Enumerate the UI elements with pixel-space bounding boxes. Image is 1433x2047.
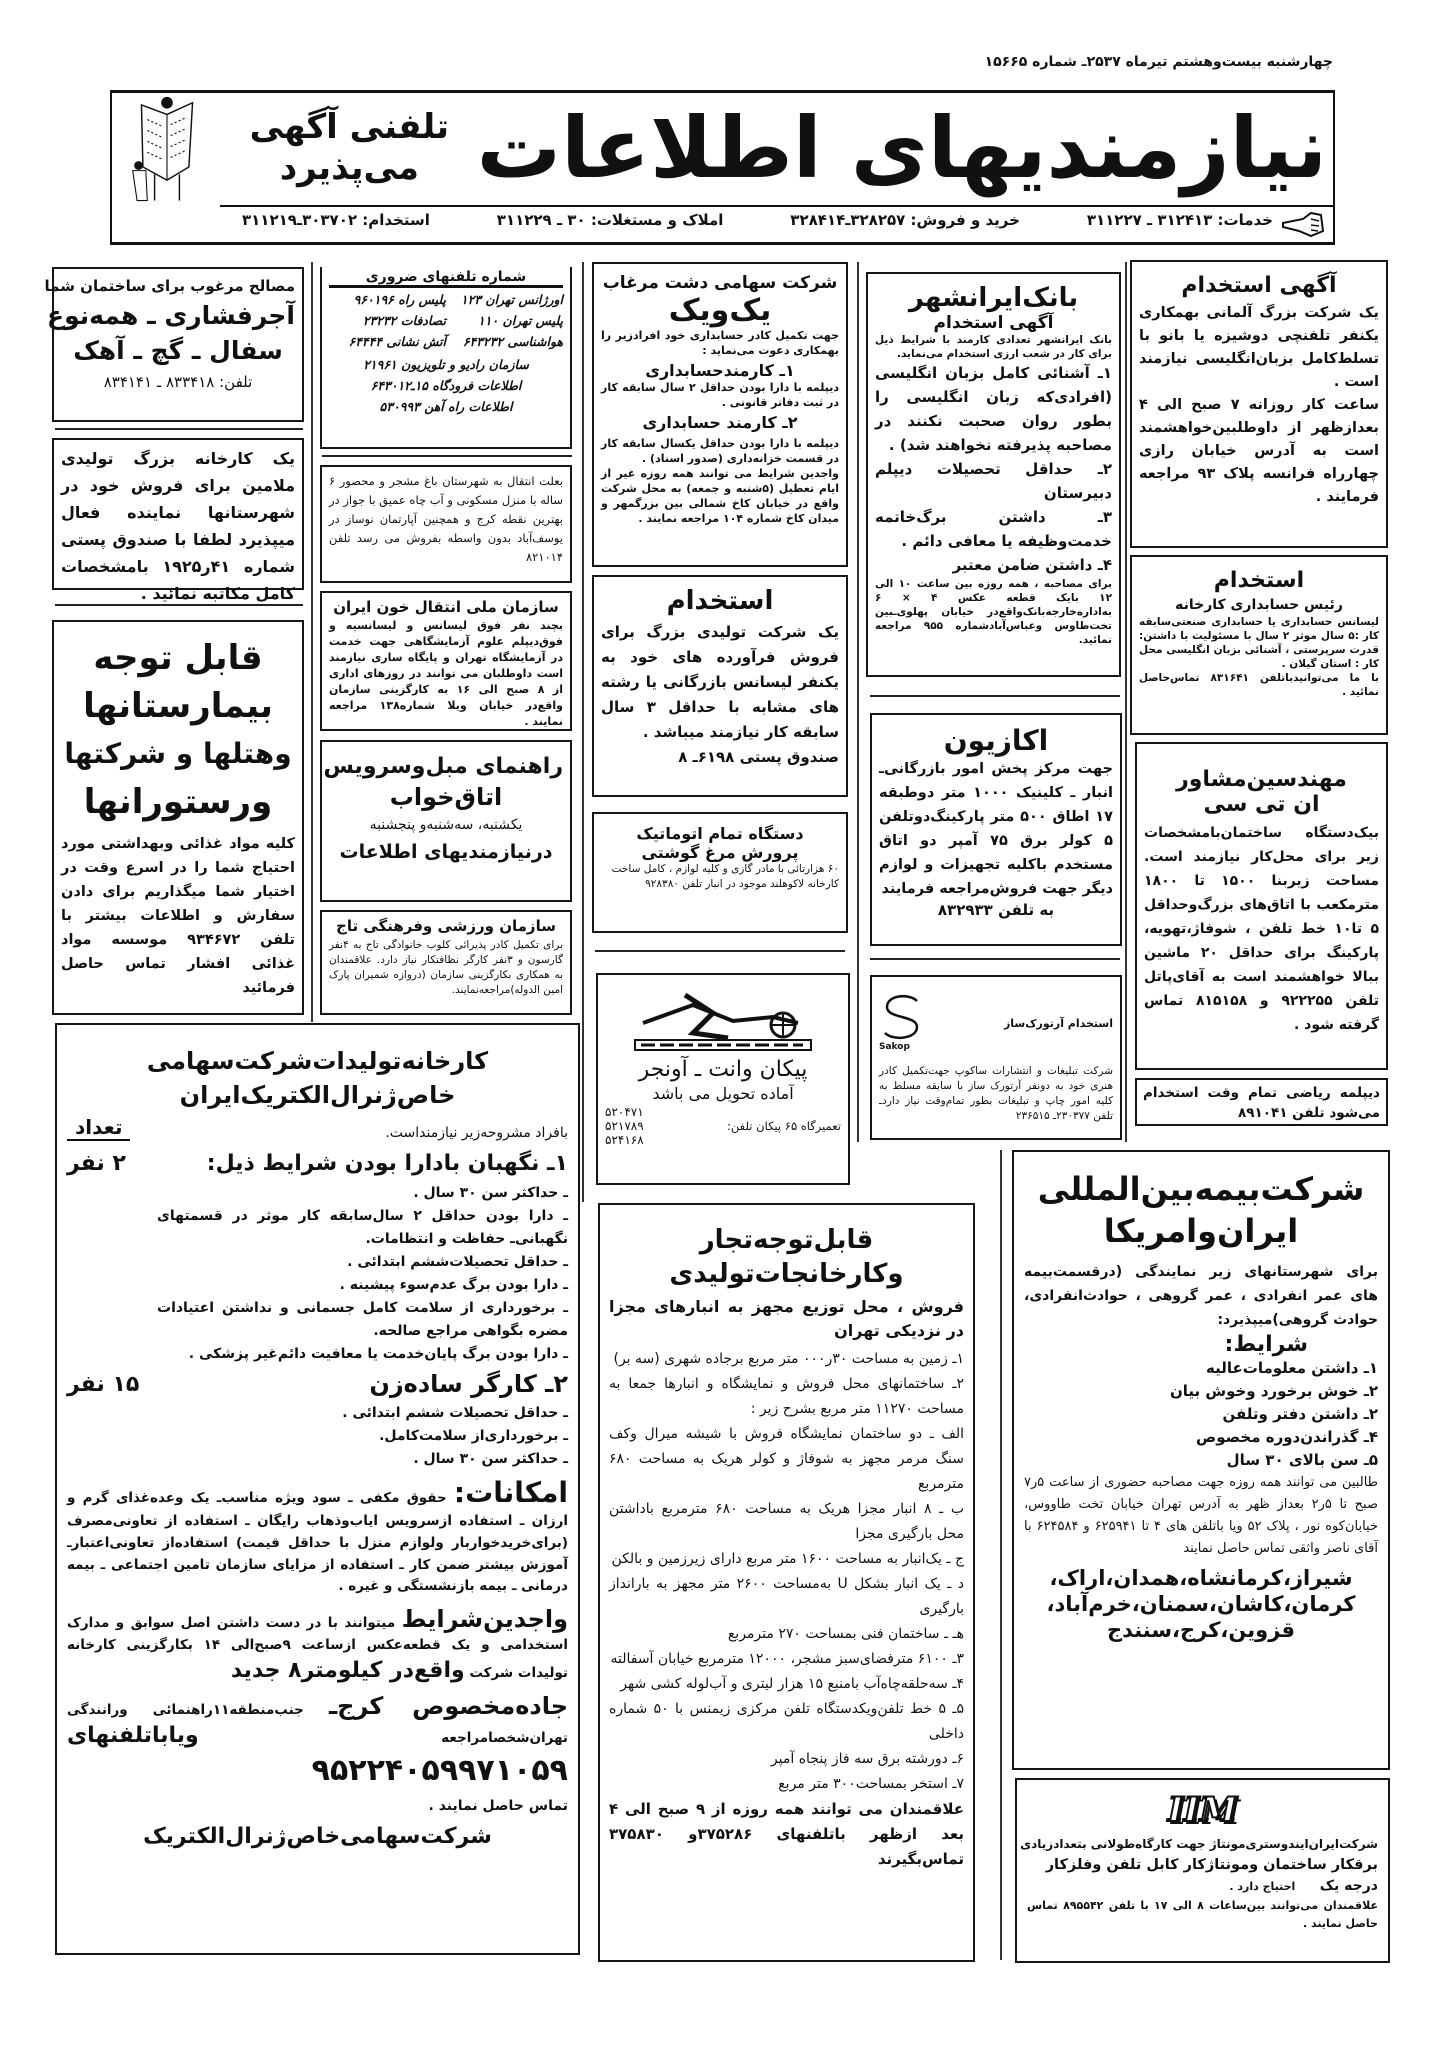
ad-math-diploma <box>1135 1078 1388 1126</box>
requirement: ـ دارا بودن حداقل ۲ سال‌سابقه کار موثر در قسمتهای نگهبانی‌ـ حفاظت و انتظامات. <box>157 1208 568 1247</box>
ad-emergency-phones <box>320 267 572 449</box>
ad-headline: کارخانه‌تولیدات‌شرکت‌سهامی <box>146 1047 489 1075</box>
ad-headline: راهنمای مبل‌وسرویس <box>323 754 563 779</box>
requirement: ـ حداقل تحصیلات ششم ابتدائی . <box>342 1405 568 1421</box>
condition: ۵ـ سن بالای ۳۰ سال <box>1226 1451 1378 1469</box>
ad-hotels-food <box>52 620 304 1015</box>
ad-sakop <box>870 975 1122 1140</box>
ad-body: یک شرکت تولیدی بزرگ برای فروش فرآورده های خود به یکنفر لیسانس بازرگانی یا رشته های مشابه با حداقل ۳ سال سابقه کار نیازمند میباشد . <box>601 623 839 741</box>
divider <box>870 958 1120 960</box>
property-item: ۵ـ ۵ خط تلفن‌ویکدستگاه تلفن مرکزی زیمنس با ۵۰ شماره داخلی <box>609 1701 964 1742</box>
ad-traders-warehouses <box>598 1203 975 1962</box>
emergency-item: تصادفات ۲۳۲۳۲ <box>362 313 446 328</box>
emergency-item: پلیس راه ۹۶۰۱۹۶ <box>353 292 446 307</box>
divider <box>595 950 845 952</box>
bank-requirement: ۲ـ حداقل تحصیلات دیپلم دبیرستان <box>875 460 1112 502</box>
column-rule <box>1000 1150 1002 1960</box>
property-item: ۳ـ ۶۱۰۰ مترفضای‌سبز مشجر، ۱۲۰۰۰ مترمربع خیابان آسفالته <box>610 1651 964 1667</box>
ad-headline: استخدام <box>1213 568 1305 593</box>
paykan-phone: ۵۲۱۷۸۹ <box>605 1119 644 1133</box>
ad-melamine-factory <box>52 438 304 603</box>
requirement: ـ حداکثر سن ۳۰ سال . <box>413 1451 568 1467</box>
city-list: شیراز،کرمانشاه،همدان،اراک، <box>1049 1566 1353 1590</box>
property-item: ۱ـ زمین به مساحت ۳۰ر۰۰۰ متر مربع برجاده شهری (سه بر) <box>613 1351 964 1367</box>
column-rule <box>857 262 859 1142</box>
benefits-label: امکانات: <box>453 1476 569 1509</box>
bank-requirement: ۱ـ آشنائی کامل بزبان انگلیسی (افرادی‌که زبان انگلیسی را بطور روان صحبت نکنند در مصاحبه پذیرفته نخواهند شد) . <box>875 364 1112 454</box>
requirement: ـ حداقل تحصیلات‌ششم ابتدائی . <box>347 1254 568 1270</box>
property-item: الف ـ دو ساختمان نمایشگاه فروش با شیشه میرال وکف سنگ مرمر مجهز به شوفاژ و کولر هریک به مساحت ۶۸۰ مترمربع <box>609 1426 964 1492</box>
ad-body: واجدین شرایط می توانند همه روزه غیر از ایام تعطیل (۵شنبه و جمعه) به محل شرکت واقع در خیابان کاخ شمالی بین بزرگمهر و میدان کاخ شماره ۱۰۴ مراجعه نمایند . <box>601 467 839 525</box>
conditions-label: شرایط: <box>1224 1332 1308 1357</box>
ad-subheading: ۲ـ کارمند حسابداری <box>642 413 798 432</box>
sakop-s-mark <box>879 993 925 1041</box>
divider <box>870 695 1120 697</box>
ad-blood-transfusion <box>320 591 572 731</box>
ad-footer: علاقمندان می‌توانند بین‌ساعات ۸ الی ۱۷ با تلفن ۸۹۵۵۴۲ تماس حاصل نمایند . <box>1027 1899 1378 1930</box>
benefits: حقوق مکفی ـ سود ویژه مناسب‌ـ یک وعده‌غذای گرم و ارزان ـ استفاده ازسرویس ایاب‌وذهاب رایگان ـ استفاده از تعاونی‌مصرف (برای‌خریدخواربار ولوازم منزل با حداقل قیمت) استفاده‌از تعاونی‌اعتبارـ آموزش بیشتر ضمن کار ـ استفاده از مزایای سازمان تامین اجتماعی ـ بیمه درمانی ـ بیمه بازنشستگی و غیره . <box>67 1490 568 1595</box>
ad-headline: ایران‌وامریکا <box>1103 1212 1299 1250</box>
property-item: د ـ یک انبار بشکل U به‌مساحت ۲۶۰۰ متر مجهز به بارانداز بارگیری <box>609 1576 964 1617</box>
requirement: ـ دارا بودن برگ پایان‌خدمت یا معافیت دائم‌غیر پزشکی . <box>188 1346 568 1362</box>
pointing-hand-icon <box>1281 209 1325 239</box>
ad-sales-employment <box>592 575 848 797</box>
emergency-item: آتش نشانی ۶۴۴۴۴ <box>348 334 446 349</box>
emergency-line: اطلاعات فرودگاه ۱۵ـ۶۴۳۰۱۲ <box>370 378 522 393</box>
emergency-item: اورژانس تهران ۱۲۳ <box>460 292 563 307</box>
phones: ۹۵۲۲۴۰۵۹۹۷۱۰۵۹ <box>311 1752 568 1788</box>
masthead-phones <box>242 211 1273 229</box>
ad-headline: ان تی سی <box>1203 792 1320 817</box>
newspaper-reader-illustration <box>112 94 222 202</box>
ad-body: جهت تکمیل کادر حسابداری خود افرادزیر را بهمکاری دعوت می‌نماید : <box>601 329 839 357</box>
ad-body: جهت مرکز پخش امور بازرگانی‌ـ انبار ـ کلینیک ۱۰۰۰ متر دوطبقه ۱۷ اطاق ۵۰۰ متر پارکینگ‌دوتلفن ۵ کولر برق ۷۵ آمپر دو اتاق مستخدم باکلیه تجهیزات و لوازم دیگر جهت فروش‌مراجعه فرمایند <box>879 761 1113 897</box>
ad-ntc-engineers <box>1135 742 1388 1070</box>
ad-phone: به تلفن ۸۳۲۹۳۳ <box>937 901 1055 919</box>
ad-phone: تلفن: ۸۳۳۴۱۸ ـ ۸۳۴۱۴۱ <box>103 373 253 391</box>
position-count: ۱۵ نفر <box>67 1371 140 1397</box>
ad-subheading: ۱ـ کارمندحسابداری <box>645 361 795 380</box>
ad-body: طالبین می توانند همه روزه جهت مصاحبه حضوری از ساعت ۵ر۷ صبح تا ۵ر۲ بعداز ظهر به آدرس تهران خیابان تخت طاووس، خیابان‌کوه نور ، پلاک ۵۲ ویا باتلفن های ۴ تا ۶۲۵۹۴۱ و ۶۲۴۵۸۴ با آقای ناصر واثقی تماس حاصل نمایند <box>1024 1475 1378 1556</box>
city-list: قزوین،کرج،سنندج <box>1106 1618 1296 1642</box>
ad-occasion <box>870 713 1122 946</box>
ad-body: لیسانس حسابداری یا حسابداری صنعتی‌سابقه کار :۵ سال موثر ۲ سال با مسئولیت با داشتن: قدرت سرپرستی ، آشنائی بزبان انگلیسی محل کار : استان گیلان . <box>1139 616 1380 670</box>
ad-headline: بیمارستانها <box>83 686 273 726</box>
ad-headline: قابل توجه <box>93 638 263 678</box>
ad-footer: علاقمندان می توانند همه روزه از ۹ صبح الی ۴ بعد ازظهر باتلفنهای ۳۷۵۲۸۶و ۳۷۵۸۳۰ تماس‌بگیرند <box>609 1800 965 1868</box>
requirement: ـ برخورداری‌از سلامت‌کامل. <box>379 1428 568 1444</box>
ad-iran-america-insurance <box>1012 1150 1390 1770</box>
column-rule <box>311 262 313 1022</box>
ad-subheading: فروش ، محل توزیع مجهز به انبارهای مجزا در نزدیکی تهران <box>609 1297 964 1340</box>
masthead-title: نیازمندیهای اطلاعات <box>476 99 1327 197</box>
iim-logo: IIM <box>1167 1790 1238 1830</box>
ad-body: برای شهرستانهای زیر نمایندگی (درقسمت‌بیمه های عمر انفرادی ، عمر گروهی ، حوادث‌انفرادی، حوادث گروهی)میپذیرد: <box>1024 1264 1378 1328</box>
phones-label: ویاباتلفنهای <box>67 1723 199 1749</box>
ad-taj-club <box>320 910 572 1015</box>
emergency-title: شماره تلفنهای ضروری <box>329 269 563 288</box>
ad-headline: وهتلها و شرکتها <box>64 737 292 770</box>
ad-headline: آجرفشاری ـ همه‌نوع <box>47 301 295 330</box>
ad-iran-industry-montage <box>1015 1778 1390 1963</box>
signature: شرکت‌سهامی‌خاص‌ژنرال‌الکتریک <box>143 1823 492 1849</box>
phone-buy-sell: خرید و فروش: ۳۲۸۲۵۷ـ۳۲۸۴۱۴ <box>790 211 1020 229</box>
ad-poultry-machine <box>592 812 848 933</box>
ad-body: احتیاج دارد . <box>1229 1880 1296 1893</box>
bank-requirement: ۳ـ داشتن برگ‌خاتمه خدمت‌وظیفه یا معافی دائم . <box>875 508 1112 550</box>
ad-body: بچند نفر فوق لیسانس و لیسانسیه و فوق‌دیپلم علوم آزمایشگاهی جهت خدمت در آزمایشگاه تهران و پایگاه ساری نیازمند است داوطلبان می توانند در روزهای اداری از ۸ صبح الی ۱۶ به کارگزینی سازمان واقع‌در خیابان ویلا شماره۱۳۸ مراجعه نمایند . <box>329 619 563 728</box>
ad-body: ۶۰ هزارتائی با مادر گازی و کلیه لوازم ، کامل ساخت کارخانه لاکوهلند موجود در انبار تلفن ۹۲۸۳۸۰ <box>611 863 839 890</box>
position-worker: ۲ـ کارگر ساده‌زن <box>369 1370 568 1398</box>
phone-services: خدمات: ۳۱۲۴۱۳ ـ ۳۱۱۲۲۷ <box>1086 211 1273 229</box>
ad-body: درجه یک <box>1319 1878 1378 1894</box>
emergency-item: هواشناسی ۶۴۳۲۳۲ <box>462 334 563 349</box>
position-guard: ۱ـ نگهبان بادارا بودن شرایط ذیل: <box>206 1151 568 1176</box>
property-item: هـ ـ ساختمان فنی بمساحت ۲۷۰ مترمربع <box>727 1626 964 1642</box>
count-header: تعداد <box>67 1115 130 1141</box>
ad-body: شرکت تبلیغات و انتشارات ساکوپ جهت‌تکمیل کادر هنری خود به دونفر آرتورک ساز با سابقه مسلط به کلیه امور چاپ و تبلیغات بطور تمام‌وقت نیاز دارد‌ـ تلفن ۲۳۰۳۷۷ـ ۲۳۶۵۱۵ <box>879 1065 1113 1122</box>
ad-body: دیپلمه با دارا بودن حداقل ۲ سال سابقه کار در ثبت دفاتر قانونی . <box>601 381 839 409</box>
ad-body: برقکار ساختمان ومونتاژکار کابل تلفن وفلزکار <box>1045 1857 1378 1873</box>
condition: ۱ـ داشتن معلومات‌عالیه <box>1206 1359 1378 1377</box>
condition: ۴ـ گذراندن‌دوره مخصوص <box>1196 1428 1378 1446</box>
bank-requirement: ۴ـ داشتن ضامن معتبر <box>952 556 1112 574</box>
ad-body: بیک‌دستگاه ساختمان‌بامشخصات زیر برای محل‌کار نیازمند است. مساحت زیربنا ۱۵۰۰ تا ۱۸۰۰ مترمکعب با اتاق‌های بزرگ‌وحداقل ۵ تا۱۰ خط تلفن ، شوفاژ،تهویه، پارکینگ برای حداقل ۲۰ ماشین ببالا خواهشمند است به آقای‌پاتل تلفن ۹۲۲۲۵۵ و ۸۱۵۱۵۸ تماس گرفته شود . <box>1144 825 1380 1033</box>
ad-body: با ما می‌توانیدباتلفن ۸۳۱۶۴۱ تماس‌حاصل نمائید . <box>1139 672 1379 698</box>
ad-dasht-morghab <box>592 262 848 567</box>
ad-po-box: صندوق پستی ۶۱۹۸ـ ۸ <box>678 748 839 766</box>
ad-headline: استخدام <box>666 586 774 616</box>
ad-bank-iranshahr <box>866 272 1121 677</box>
ad-headline: پرورش مرغ گوشتی <box>641 843 799 862</box>
ad-headline: ورستورانها <box>83 782 273 822</box>
ad-body: یک کارخانه بزرگ تولیدی ملامین برای فروش خود در شهرستانها نماینده فعال میپذیرد لطفا با صندوق پستی شماره ۴۱ر۱۹۲۵ بامشخصات کامل مکاتبه نمائید . <box>61 449 295 603</box>
paykan-pickup-logo <box>623 983 823 1053</box>
ad-subheading: رئیس حسابداری کارخانه <box>1175 597 1343 613</box>
property-item: ۶ـ دورشته برق سه فاز پنجاه آمپر <box>770 1751 964 1767</box>
masthead <box>110 90 1335 245</box>
ad-line: مصالح مرغوب برای ساختمان شما <box>44 277 295 295</box>
masthead-tagline: تلفنی آگهی می‌پذیرد <box>249 107 450 188</box>
ad-body: برای تکمیل کادر پذیرائی کلوب خانوادگی تاج به ۴نفر گارسون و ۳نفر کارگر نظافتکار نیاز دارد. علاقمندان به همکاری بکارگزینی سازمان (دروازه شمیران پارک امین الدوله)مراجعه‌نمایند. <box>329 939 564 996</box>
issue-date: چهارشنبه بیست‌وهشتم تیرماه ۲۵۳۷ـ شماره ۱۵۶۶۵ <box>984 54 1333 70</box>
ad-accounting-head <box>1130 555 1388 735</box>
masthead-phone-bar <box>220 205 1333 207</box>
ad-furniture-guide <box>320 740 572 902</box>
ad-headline: استخدام آرتورک‌ساز <box>1003 1016 1113 1030</box>
phone-employment: استخدام: ۳۰۳۷۰۲ـ۳۱۱۲۱۹ <box>242 211 430 229</box>
ad-body: شرکت‌ایران‌ایندوستری‌مونتاژ جهت کارگاه‌طولانی بتعدادزیادی <box>1020 1837 1378 1851</box>
city-list: کرمان،کاشان،سمنان،خرم‌آباد، <box>1046 1592 1356 1616</box>
requirement: ـ دارا بودن برگ عدم‌سوء پیشینه . <box>339 1277 568 1293</box>
ad-brand: یک‌ویک <box>668 293 772 328</box>
road: جاده‌مخصوص کرج‌ـ <box>328 1692 568 1721</box>
ad-headline: سفال ـ گچ ـ آهک <box>73 336 283 365</box>
ad-general-electric <box>55 1023 580 1955</box>
contact: تماس حاصل نمایند . <box>428 1797 568 1814</box>
requirement: ـ برخورداری از سلامت کامل جسمانی و نداشتن اعتیادات مضره بگواهی مراجع صالحه. <box>157 1300 568 1339</box>
ad-subheading: آماده تحویل می باشد <box>652 1084 794 1103</box>
ad-headline: شرکت‌بیمه‌بین‌المللی <box>1037 1170 1365 1208</box>
phone-real-estate: املاک و مستغلات: ۳۰ ـ ۳۱۱۲۲۹ <box>496 211 724 229</box>
emergency-list <box>329 292 563 349</box>
position-count: ۲ نفر <box>67 1151 126 1176</box>
ad-body: بانک ایرانشهر تعدادی کارمند با شرایط ذیل برای کار در شعب ارزی استخدام می‌نماید. <box>875 334 1112 360</box>
ad-headline: شرکت سهامی دشت مرغاب <box>602 273 838 293</box>
ad-german-company <box>1130 260 1388 548</box>
ad-subheading: آگهی استخدام <box>933 313 1054 333</box>
condition: ۲ـ داشتن دفتر وتلفن <box>1222 1405 1378 1423</box>
column-rule <box>1125 262 1127 1142</box>
property-item: ۲ـ ساختمانهای محل فروش و نمایشگاه و انبارها جمعا به مساحت ۱۱۲۷۰ متر مربع بشرح زیر : <box>609 1376 964 1417</box>
ad-body: یک شرکت بزرگ آلمانی بهمکاری یکنفر تلفنچی دوشیزه یا بانو با تسلط‌کامل بزبان‌انگلیسی نیازمند است . <box>1139 305 1379 390</box>
property-item: ج ـ یک‌انبار به مساحت ۱۶۰۰ متر مربع دارای زیرزمین و بالکن <box>611 1551 964 1567</box>
masthead-title-row <box>112 93 1333 203</box>
ad-building-materials <box>44 267 304 422</box>
ad-body: دیپلمه با دارا بودن حداقل یکسال سابقه کار در قسمت خزانه‌داری (صدور اسناد) . <box>601 437 839 465</box>
sakop-logo: Sakop <box>879 993 959 1053</box>
emergency-item: پلیس تهران ۱۱۰ <box>478 313 563 328</box>
ad-headline: مهندسین‌مشاور <box>1176 767 1347 792</box>
ad-headline: اکازیون <box>943 724 1049 757</box>
ad-headline: سازمان ورزشی وفرهنگی تاج <box>336 917 556 935</box>
ad-headline: دستگاه تمام اتوماتیک <box>636 824 804 843</box>
condition: ۲ـ خوش برخورد وخوش بیان <box>1169 1382 1378 1400</box>
paykan-phone: ۵۲۴۱۶۸ <box>605 1133 644 1147</box>
paykan-phone: ۵۲۰۴۷۱ <box>605 1105 644 1119</box>
property-item: ۷ـ استخر بمساحت۳۰۰ متر مربع <box>778 1776 964 1792</box>
ad-line: یکشنبه، سه‌شنبه‌و پنجشنبه <box>369 817 523 833</box>
ad-headline: سازمان ملی انتقال خون ایران <box>333 598 559 616</box>
emergency-line: سازمان رادیو و تلویزیون ۲۱۹۶۱ <box>363 357 529 372</box>
ad-headline: وکارخانجات‌تولیدی <box>669 1259 904 1289</box>
ad-intro: بافراد مشروحه‌زیر نیازمنداست. <box>385 1125 568 1141</box>
ad-body: دیپلمه ریاضی تمام وقت استخدام می‌شود تلفن ۸۹۱۰۴۱ <box>1143 1085 1380 1121</box>
ad-body: بعلت انتقال به شهرستان باغ مشجر و محصور ۶ ساله با منزل مسکونی و آب چاه عمیق با جواز در بهترین نقطه کرج و همچنین آپارتمان نوساز در یوسف‌آباد بدون واسطه بفروش می رسد تلفن ۸۲۱۰۱۴ <box>329 474 563 564</box>
requirement: ـ حداکثر سن ۳۰ سال . <box>413 1185 568 1201</box>
ad-paykan-pickup <box>596 973 850 1185</box>
apply-text: میتوانند با در دست داشتن اصل سوابق و مدارک استخدامی و یک قطعه‌عکس ازساعت ۹صبح‌الی ۱۴ بکارگزینی کارخانه تولیدات شرکت <box>67 1614 568 1681</box>
ad-headline: اتاق‌خواب <box>389 783 503 811</box>
property-item: ب ـ ۸ انبار مجزا هریک به مساحت ۶۸۰ مترمربع باداشتن محل بارگیری مجزا <box>609 1501 964 1542</box>
divider <box>55 428 303 430</box>
property-item: ۴ـ سه‌حلقه‌چاه‌آب بامنبع ۱۵ هزار لیتری و آب‌لوله کشی شهر <box>620 1676 964 1692</box>
apply-label: واجدین‌شرایط <box>401 1604 569 1633</box>
divider <box>322 455 572 457</box>
repair-shop-label: تعمیرگاه ۶۵ پیکان تلفن: <box>727 1119 841 1133</box>
ad-headline: آگهی استخدام <box>1181 273 1337 298</box>
ad-body: برای مصاحبه ، همه روزه بین ساعت ۱۰ الی ۱۲ بایک قطعه عکس ۴ × ۶ به‌اداره‌خارجه‌بانک‌واقع‌در خیابان پهلوی‌ـبین تخت‌طاوس وعباس‌آبادشماره ۹۵۵ مراجعه نمائید. <box>875 578 1112 646</box>
ad-headline: خاص‌ژنرال‌الکتریک‌ایران <box>179 1081 456 1109</box>
road-detail: جنب‌منطقه۱۱راهنمائی ورانندگی تهران‌شخصامراجعه <box>67 1702 568 1747</box>
ad-body: کلیه مواد غذائی وبهداشتی مورد احتیاج شما را در اسرع وقت در اختیار شما میگذاریم برای دادن سفارش و اطلاعات بیشتر با تلفن ۹۳۴۶۷۲ موسسه مواد غذائی افشار تماس حاصل فرمائید <box>61 836 295 996</box>
location: واقع‌در کیلومتر۸ جدید <box>230 1657 465 1683</box>
ad-garden-sale <box>320 465 572 583</box>
ad-headline: قابل‌توجه‌تجار <box>699 1225 874 1255</box>
ad-headline: درنیازمندیهای اطلاعات <box>339 841 553 863</box>
emergency-line: اطلاعات راه آهن ۵۳۰۹۹۳ <box>379 399 513 414</box>
column-rule <box>582 262 584 1202</box>
ad-headline: پیکان وانت ـ آونجر <box>638 1057 808 1082</box>
ad-body: ساعت کار روزانه ۷ صبح الی ۴ بعدازظهر از داوطلبین‌خواهشمند است به آدرس خیابان رازی چهارراه فرانسه پلاک ۹۳ مراجعه فرمایند . <box>1139 397 1379 505</box>
ad-headline: بانک‌ایرانشهر <box>908 283 1079 313</box>
